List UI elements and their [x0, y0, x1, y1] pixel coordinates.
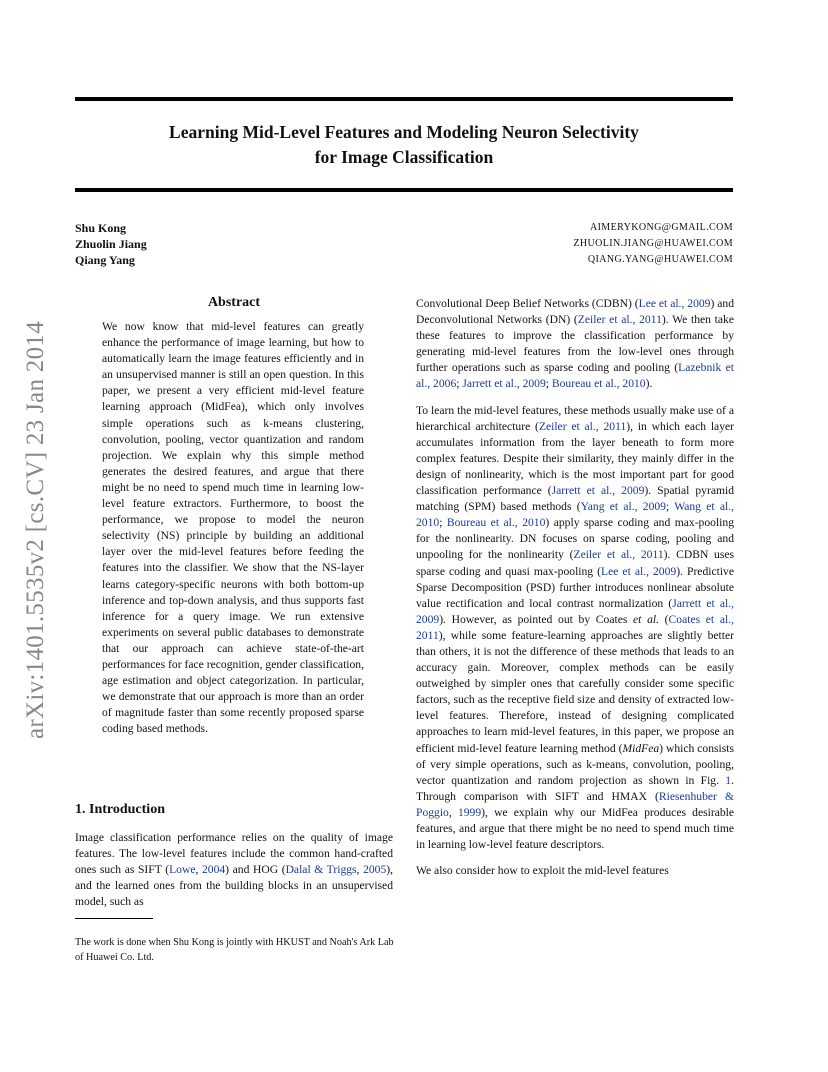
citation-link[interactable]: Jarrett et al., 2009	[551, 484, 645, 498]
author-name: Zhuolin Jiang	[75, 237, 147, 251]
author-email: ZHUOLIN.JIANG@HUAWEI.COM	[573, 238, 733, 249]
author-email: QIANG.YANG@HUAWEI.COM	[587, 254, 733, 265]
abstract-heading: Abstract	[207, 295, 261, 310]
footnote: The work is done when Shu Kong is jointly with HKUST and Noah's Ark Lab of Huawei Co. Ltd.	[75, 937, 394, 963]
body-paragraph: To learn the mid-level features, these methods usually make use of a hierarchical architecture (Zeiler et al., 2011), in which each layer accumulates information from the layer beneath to form more complex features. Despite their similarity, they mainly differ in the design of nonlinearity, which is the most important part for good classification performance (Jarrett et al., 2009). Spatial pyramid matching (SPM) based methods (Yang et al., 2009; Wang et al., 2010; Boureau et al., 2010) apply sparse coding and max-pooling for the nonlinearity. DN focuses on sparse coding, pooling and unpooling for the nonlinearity (Zeiler et al., 2011). CDBN uses sparse coding and quasi max-pooling (Lee et al., 2009). Predictive Sparse Decomposition (PSD) further introduces nonlinear absolute value rectification and local contrast normalization (Jarrett et al., 2009). However, as pointed out by Coates et al. (Coates et al., 2011), while some feature-learning approaches are slightly better than others, it is not the difference of these methods that leads to an accuracy gain. Moreover, complex methods can be easily outweighed by simpler ones that carefully consider some specific factors, such as the receptive field size and density of extracted low-level features. Therefore, instead of designing complicated approaches to learn mid-level features, in this paper, we propose an efficient mid-level feature learning method (MidFea) which consists of very simple operations, such as k-means, convolution, pooling, vector quantization and random projection as shown in Fig. 1. Through comparison with SIFT and HMAX (Riesenhuber & Poggio, 1999), we explain why our MidFea produces desirable features, and argue that there might be no need to spend much time in learning low-level feature descriptors.	[416, 403, 735, 852]
body-paragraph: We also consider how to exploit the mid-level features	[416, 864, 669, 878]
arxiv-id: arXiv:1401.5535v2 [cs.CV] 23 Jan 2014	[22, 321, 49, 739]
citation-link[interactable]: Jarrett et al., 2009	[462, 377, 546, 391]
figure-link[interactable]: 1	[725, 773, 732, 787]
author-email: AIMERYKONG@GMAIL.COM	[589, 222, 733, 233]
citation-link[interactable]: Zeiler et al., 2011	[577, 313, 662, 327]
citation-link[interactable]: Coates et al., 2011	[416, 612, 734, 642]
citation-link[interactable]: Riesenhuber & Poggio	[416, 789, 734, 819]
author-name: Shu Kong	[75, 221, 127, 235]
citation-link[interactable]: Boureau et al., 2010	[446, 516, 546, 530]
citation-link[interactable]: Lee et al., 2009	[601, 564, 677, 578]
citation-link[interactable]: Zeiler et al., 2011	[573, 548, 664, 562]
citation-link[interactable]: Dalal & Triggs	[285, 863, 357, 877]
body-paragraph: Convolutional Deep Belief Networks (CDBN) (Lee et al., 2009) and Deconvolutional Networks (DN) (Zeiler et al., 2011). We then take these features to improve the classification performance by generating mid-level features from the low-level ones through further operations such as sparse coding and pooling (Lazebnik et al., 2006; Jarrett et al., 2009; Boureau et al., 2010).	[416, 297, 734, 391]
author-emails	[573, 220, 733, 268]
citation-link[interactable]: Yang et al., 2009	[580, 500, 666, 514]
citation-link[interactable]: 1999	[457, 805, 482, 819]
citation-link[interactable]: Lee et al., 2009	[638, 297, 711, 310]
intro-paragraph: Image classification performance relies on the quality of image features. The low-level features include the common hand-crafted ones such as SIFT (Lowe, 2004) and HOG (Dalal & Triggs, 2005), and the learned ones from the building blocks in an unsupervised model, such as	[75, 831, 394, 909]
title-line-2: for Image Classification	[314, 147, 494, 167]
arxiv-stamp	[16, 300, 56, 760]
section-heading: 1. Introduction	[75, 802, 165, 817]
emphasis: MidFea	[622, 741, 660, 755]
author-list	[75, 220, 147, 268]
citation-link[interactable]: Jarrett et al., 2009	[416, 596, 734, 626]
author-name: Qiang Yang	[75, 253, 135, 267]
citation-link[interactable]: Wang et al., 2010	[416, 500, 734, 530]
right-column	[416, 296, 734, 889]
top-rule	[75, 97, 733, 101]
citation-link[interactable]: 2004	[201, 863, 226, 877]
citation-link[interactable]: Lowe	[169, 863, 196, 877]
abstract-text: We now know that mid-level features can greatly enhance the performance of image learning, but how to automatically learn the image features efficiently and in an unsupervised manner is still an open question. In this paper, we present a very efficient mid-level feature learning approach (MidFea), which only involves simple operations such as k-means clustering, convolution, pooling, vector quantization and random projection. We explain why this simple method generates the desired features, and argue that there might be no need to spend much time in learning low-level feature extractors. Furthermore, to boost the performance, we propose to model the neuron selectivity (NS) principle by building an additional layer over the mid-level features before feeding the features into the classifier. We show that the NS-layer learns category-specific neurons with both bottom-up inference and top-down analysis, and thus supports fast inference for a query image. We run extensive experiments on several public databases to demonstrate that our approach can achieve state-of-the-art performances for face recognition, gender classification, age estimation and object categorization. In particular, we demonstrate that our approach is more than an order of magnitude faster than some recently proposed sparse coding based methods.	[102, 320, 364, 736]
citation-link[interactable]: Lazebnik et al., 2006	[416, 361, 734, 391]
citation-link[interactable]: 2005	[363, 863, 387, 877]
footnote-rule	[75, 918, 153, 919]
citation-link[interactable]: Boureau et al., 2010	[551, 377, 646, 391]
paper-title	[75, 120, 733, 170]
bottom-rule	[75, 188, 733, 192]
title-line-1: Learning Mid-Level Features and Modeling Neuron Selectivity	[169, 122, 639, 142]
emphasis: et al.	[633, 612, 659, 626]
citation-link[interactable]: Zeiler et al., 2011	[538, 419, 627, 433]
